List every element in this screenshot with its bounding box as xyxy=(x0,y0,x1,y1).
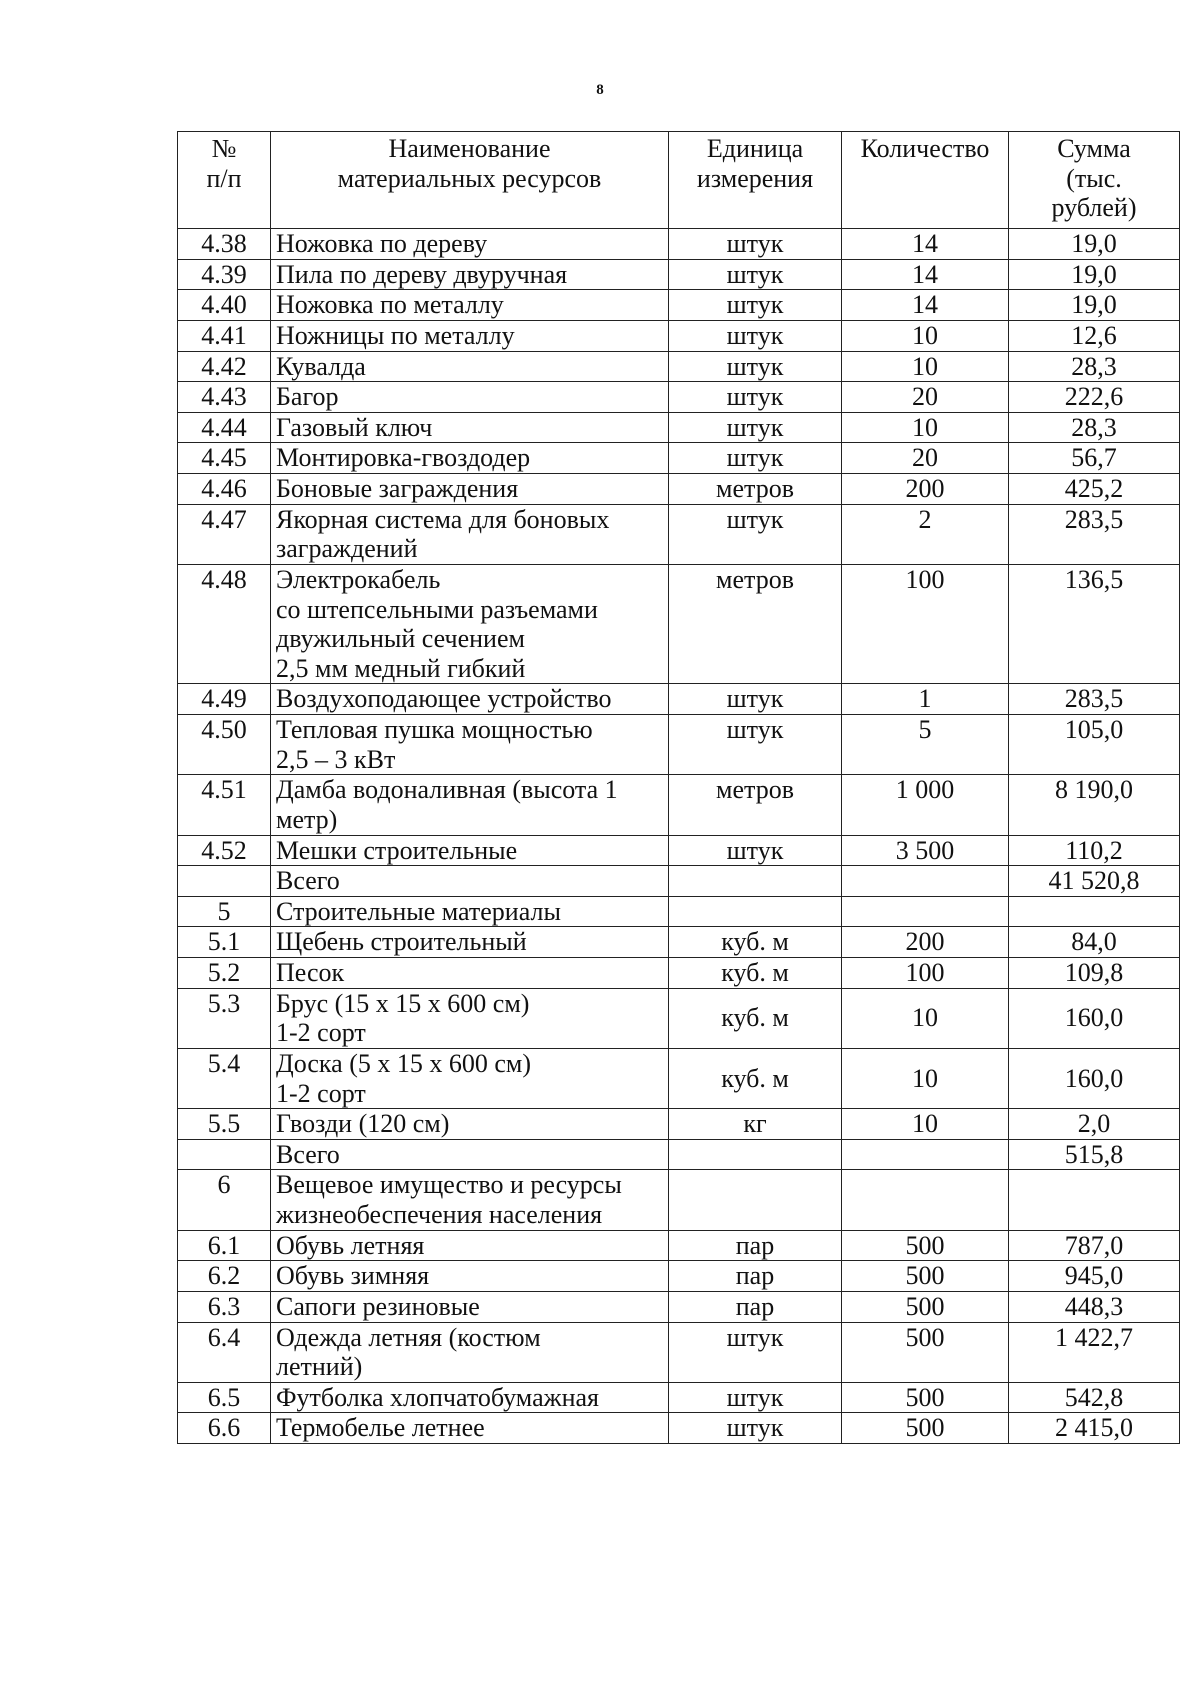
row-quantity: 14 xyxy=(842,229,1009,260)
row-name: Электрокабель со штепсельными разъемами двужильный сечением 2,5 мм медный гибкий xyxy=(271,564,669,684)
row-sum: 1 422,7 xyxy=(1009,1322,1180,1382)
row-quantity: 3 500 xyxy=(842,835,1009,866)
table-row xyxy=(178,958,1180,989)
table-row xyxy=(178,866,1180,897)
row-number: 4.52 xyxy=(178,835,271,866)
table-row xyxy=(178,351,1180,382)
row-name: Строительные материалы xyxy=(271,896,669,927)
row-unit: штук xyxy=(669,320,842,351)
row-unit: куб. м xyxy=(669,927,842,958)
row-name: Одежда летняя (костюм летний) xyxy=(271,1322,669,1382)
row-quantity: 20 xyxy=(842,382,1009,413)
row-quantity: 10 xyxy=(842,1048,1009,1108)
table-row xyxy=(178,229,1180,260)
row-sum: 2 415,0 xyxy=(1009,1413,1180,1444)
row-number xyxy=(178,1139,271,1170)
row-name: Щебень строительный xyxy=(271,927,669,958)
row-unit: куб. м xyxy=(669,958,842,989)
row-name: Обувь летняя xyxy=(271,1230,669,1261)
row-number: 5.5 xyxy=(178,1109,271,1140)
row-number: 4.42 xyxy=(178,351,271,382)
row-unit: пар xyxy=(669,1291,842,1322)
row-unit: штук xyxy=(669,290,842,321)
row-sum: 2,0 xyxy=(1009,1109,1180,1140)
header-quantity: Количество xyxy=(842,132,1009,229)
row-unit: штук xyxy=(669,504,842,564)
row-sum: 41 520,8 xyxy=(1009,866,1180,897)
row-sum xyxy=(1009,896,1180,927)
row-name: Воздухоподающее устройство xyxy=(271,684,669,715)
row-number: 5.1 xyxy=(178,927,271,958)
row-quantity: 10 xyxy=(842,1109,1009,1140)
row-number: 4.50 xyxy=(178,715,271,775)
table-row xyxy=(178,320,1180,351)
row-name: Брус (15 х 15 х 600 см) 1-2 сорт xyxy=(271,988,669,1048)
table-row xyxy=(178,1139,1180,1170)
row-number: 4.43 xyxy=(178,382,271,413)
row-quantity: 10 xyxy=(842,351,1009,382)
row-unit: пар xyxy=(669,1261,842,1292)
row-unit: штук xyxy=(669,259,842,290)
row-name: Всего xyxy=(271,1139,669,1170)
row-unit: штук xyxy=(669,715,842,775)
row-sum: 109,8 xyxy=(1009,958,1180,989)
table-row xyxy=(178,1322,1180,1382)
row-quantity: 10 xyxy=(842,320,1009,351)
row-number: 5.4 xyxy=(178,1048,271,1108)
row-sum: 19,0 xyxy=(1009,259,1180,290)
header-name: Наименование материальных ресурсов xyxy=(271,132,669,229)
row-name: Ножовка по дереву xyxy=(271,229,669,260)
row-name: Ножовка по металлу xyxy=(271,290,669,321)
table-row xyxy=(178,1230,1180,1261)
row-name: Монтировка-гвоздодер xyxy=(271,443,669,474)
table-row xyxy=(178,835,1180,866)
row-quantity: 10 xyxy=(842,988,1009,1048)
row-unit: штук xyxy=(669,684,842,715)
row-sum: 425,2 xyxy=(1009,474,1180,505)
row-quantity: 5 xyxy=(842,715,1009,775)
row-unit: куб. м xyxy=(669,988,842,1048)
row-quantity xyxy=(842,896,1009,927)
row-quantity: 500 xyxy=(842,1230,1009,1261)
header-unit: Единица измерения xyxy=(669,132,842,229)
table-row xyxy=(178,290,1180,321)
row-name: Сапоги резиновые xyxy=(271,1291,669,1322)
row-quantity: 20 xyxy=(842,443,1009,474)
row-sum: 105,0 xyxy=(1009,715,1180,775)
table-row xyxy=(178,474,1180,505)
row-sum: 19,0 xyxy=(1009,229,1180,260)
row-name: Вещевое имущество и ресурсы жизнеобеспечения населения xyxy=(271,1170,669,1230)
row-name: Всего xyxy=(271,866,669,897)
row-sum: 136,5 xyxy=(1009,564,1180,684)
row-unit xyxy=(669,1139,842,1170)
row-quantity xyxy=(842,866,1009,897)
row-number: 6.5 xyxy=(178,1382,271,1413)
row-number: 6.4 xyxy=(178,1322,271,1382)
row-name: Боновые заграждения xyxy=(271,474,669,505)
row-sum: 19,0 xyxy=(1009,290,1180,321)
row-number: 4.41 xyxy=(178,320,271,351)
table-row xyxy=(178,443,1180,474)
row-number: 4.48 xyxy=(178,564,271,684)
row-sum: 515,8 xyxy=(1009,1139,1180,1170)
row-sum xyxy=(1009,1170,1180,1230)
row-number: 6.3 xyxy=(178,1291,271,1322)
table-row xyxy=(178,1048,1180,1108)
header-sum: Сумма (тыс. рублей) xyxy=(1009,132,1180,229)
table-row xyxy=(178,775,1180,835)
row-quantity: 2 xyxy=(842,504,1009,564)
row-name: Якорная система для боновых заграждений xyxy=(271,504,669,564)
row-name: Пила по дереву двуручная xyxy=(271,259,669,290)
table-row xyxy=(178,715,1180,775)
row-unit: штук xyxy=(669,443,842,474)
row-unit: кг xyxy=(669,1109,842,1140)
row-unit: пар xyxy=(669,1230,842,1261)
table-header-row xyxy=(178,132,1180,229)
table-row xyxy=(178,684,1180,715)
header-number: № п/п xyxy=(178,132,271,229)
row-number: 4.39 xyxy=(178,259,271,290)
row-name: Термобелье летнее xyxy=(271,1413,669,1444)
row-number: 4.45 xyxy=(178,443,271,474)
table-row xyxy=(178,1261,1180,1292)
row-unit: куб. м xyxy=(669,1048,842,1108)
row-quantity: 500 xyxy=(842,1322,1009,1382)
row-quantity xyxy=(842,1139,1009,1170)
table-body xyxy=(178,229,1180,1444)
row-name: Футболка хлопчатобумажная xyxy=(271,1382,669,1413)
row-number: 4.44 xyxy=(178,412,271,443)
row-sum: 448,3 xyxy=(1009,1291,1180,1322)
table-row xyxy=(178,896,1180,927)
row-quantity: 100 xyxy=(842,564,1009,684)
row-sum: 283,5 xyxy=(1009,504,1180,564)
row-number: 5 xyxy=(178,896,271,927)
row-number: 5.3 xyxy=(178,988,271,1048)
row-unit: метров xyxy=(669,775,842,835)
row-quantity: 500 xyxy=(842,1382,1009,1413)
row-name: Газовый ключ xyxy=(271,412,669,443)
table-row xyxy=(178,412,1180,443)
table-row xyxy=(178,1170,1180,1230)
row-number: 4.47 xyxy=(178,504,271,564)
row-unit: штук xyxy=(669,382,842,413)
row-name: Багор xyxy=(271,382,669,413)
row-quantity xyxy=(842,1170,1009,1230)
row-sum: 84,0 xyxy=(1009,927,1180,958)
table-row xyxy=(178,564,1180,684)
row-number: 5.2 xyxy=(178,958,271,989)
row-name: Кувалда xyxy=(271,351,669,382)
row-name: Обувь зимняя xyxy=(271,1261,669,1292)
row-sum: 110,2 xyxy=(1009,835,1180,866)
row-name: Дамба водоналивная (высота 1 метр) xyxy=(271,775,669,835)
row-sum: 222,6 xyxy=(1009,382,1180,413)
row-unit xyxy=(669,866,842,897)
row-unit xyxy=(669,1170,842,1230)
row-name: Мешки строительные xyxy=(271,835,669,866)
row-quantity: 14 xyxy=(842,290,1009,321)
row-quantity: 500 xyxy=(842,1291,1009,1322)
table-row xyxy=(178,504,1180,564)
table-row xyxy=(178,259,1180,290)
table-row xyxy=(178,1291,1180,1322)
row-unit: метров xyxy=(669,474,842,505)
row-unit: штук xyxy=(669,1382,842,1413)
row-quantity: 200 xyxy=(842,474,1009,505)
resources-table xyxy=(177,131,1180,1444)
row-number: 6.6 xyxy=(178,1413,271,1444)
row-quantity: 1 xyxy=(842,684,1009,715)
row-number: 6.1 xyxy=(178,1230,271,1261)
row-sum: 160,0 xyxy=(1009,988,1180,1048)
row-sum: 283,5 xyxy=(1009,684,1180,715)
row-number: 6 xyxy=(178,1170,271,1230)
row-unit: штук xyxy=(669,1413,842,1444)
row-number: 4.49 xyxy=(178,684,271,715)
row-sum: 542,8 xyxy=(1009,1382,1180,1413)
row-quantity: 1 000 xyxy=(842,775,1009,835)
row-number: 4.46 xyxy=(178,474,271,505)
table-row xyxy=(178,988,1180,1048)
row-sum: 12,6 xyxy=(1009,320,1180,351)
row-unit: метров xyxy=(669,564,842,684)
row-unit xyxy=(669,896,842,927)
page-number: 8 xyxy=(596,82,604,98)
row-unit: штук xyxy=(669,351,842,382)
row-name: Тепловая пушка мощностью 2,5 – 3 кВт xyxy=(271,715,669,775)
row-quantity: 10 xyxy=(842,412,1009,443)
row-number: 4.51 xyxy=(178,775,271,835)
table-row xyxy=(178,1413,1180,1444)
row-number xyxy=(178,866,271,897)
row-sum: 160,0 xyxy=(1009,1048,1180,1108)
row-sum: 945,0 xyxy=(1009,1261,1180,1292)
row-quantity: 100 xyxy=(842,958,1009,989)
table-row xyxy=(178,1382,1180,1413)
row-unit: штук xyxy=(669,835,842,866)
table-row xyxy=(178,1109,1180,1140)
row-number: 6.2 xyxy=(178,1261,271,1292)
row-name: Доска (5 х 15 х 600 см) 1-2 сорт xyxy=(271,1048,669,1108)
row-sum: 8 190,0 xyxy=(1009,775,1180,835)
row-name: Гвозди (120 см) xyxy=(271,1109,669,1140)
row-quantity: 500 xyxy=(842,1261,1009,1292)
row-unit: штук xyxy=(669,229,842,260)
row-sum: 787,0 xyxy=(1009,1230,1180,1261)
row-name: Ножницы по металлу xyxy=(271,320,669,351)
row-number: 4.40 xyxy=(178,290,271,321)
row-quantity: 14 xyxy=(842,259,1009,290)
table-row xyxy=(178,382,1180,413)
row-quantity: 200 xyxy=(842,927,1009,958)
row-number: 4.38 xyxy=(178,229,271,260)
row-sum: 56,7 xyxy=(1009,443,1180,474)
row-unit: штук xyxy=(669,1322,842,1382)
row-unit: штук xyxy=(669,412,842,443)
row-sum: 28,3 xyxy=(1009,412,1180,443)
row-quantity: 500 xyxy=(842,1413,1009,1444)
row-name: Песок xyxy=(271,958,669,989)
row-sum: 28,3 xyxy=(1009,351,1180,382)
table-row xyxy=(178,927,1180,958)
